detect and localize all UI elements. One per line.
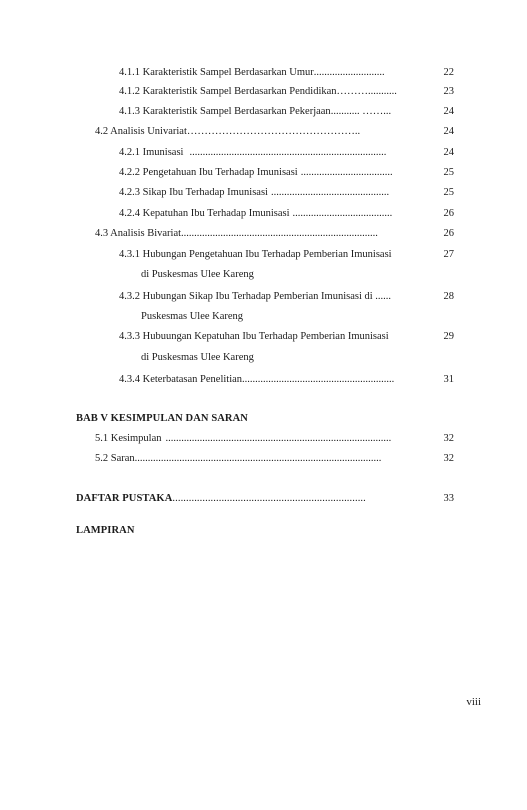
toc-entry-label: 4.3.1 Hubungan Pengetahuan Ibu Terhadap Pemberian Imunisasi bbox=[119, 249, 392, 260]
toc-entry-4-3-3 bbox=[119, 330, 389, 344]
toc-leader-dots: ........................... bbox=[313, 67, 385, 78]
toc-page-number: 29 bbox=[443, 331, 454, 342]
toc-entry-4-2-1 bbox=[119, 146, 419, 160]
toc-leader-dots: ...................................................................................... bbox=[165, 433, 392, 444]
toc-chapter-label: BAB V KESIMPULAN DAN SARAN bbox=[76, 413, 248, 424]
toc-page-number: 22 bbox=[443, 67, 454, 78]
toc-entry-5-1 bbox=[95, 432, 419, 446]
toc-entry-label: 4.3.2 Hubungan Sikap Ibu Terhadap Pemberian Imunisasi di ...... bbox=[119, 291, 392, 302]
toc-entry-4-2-4 bbox=[119, 207, 419, 221]
toc-leader-dots: ...................................... bbox=[292, 208, 393, 219]
toc-entry-label: 5.2 Saran bbox=[95, 453, 135, 464]
toc-chapter-heading bbox=[76, 412, 248, 426]
toc-entry-continuation bbox=[141, 351, 254, 365]
toc-page-number: 26 bbox=[443, 208, 454, 219]
toc-leader-dots: ....................................................................... bbox=[172, 493, 366, 504]
toc-page-number: 24 bbox=[443, 106, 454, 117]
toc-entry-label: 4.1.2 Karakteristik Sampel Berdasarkan Pendidikan bbox=[119, 86, 337, 97]
toc-leader-dots: ........................................................................... bbox=[189, 147, 387, 158]
toc-entry-4-2 bbox=[95, 125, 419, 139]
toc-entry-label: 4.2 Analisis Univariat bbox=[95, 126, 187, 137]
toc-page-number: 23 bbox=[443, 86, 454, 97]
toc-chapter-label: LAMPIRAN bbox=[76, 525, 135, 536]
toc-entry-4-3 bbox=[95, 227, 419, 241]
toc-entry-4-3-4 bbox=[119, 373, 419, 387]
toc-entry-5-2 bbox=[95, 452, 419, 466]
toc-leader-dots: ........... ……... bbox=[330, 106, 392, 117]
toc-entry-label: di Puskesmas Ulee Kareng bbox=[141, 352, 254, 363]
toc-entry-label: 4.2.1 Imunisasi bbox=[119, 147, 184, 158]
toc-entry-label: 4.2.3 Sikap Ibu Terhadap Imunisasi bbox=[119, 187, 268, 198]
toc-leader-dots: ………………………………………….. bbox=[186, 126, 361, 137]
toc-entry-label: 4.3.4 Keterbatasan Penelitian bbox=[119, 374, 243, 385]
page-number-roman: viii bbox=[466, 696, 481, 708]
toc-entry-4-2-2 bbox=[119, 166, 419, 180]
toc-leader-dots: .......................................................... bbox=[242, 374, 395, 385]
toc-entry-label: 4.2.2 Pengetahuan Ibu Terhadap Imunisasi bbox=[119, 167, 298, 178]
toc-page-number: 24 bbox=[443, 126, 454, 137]
toc-page-number: 28 bbox=[443, 291, 454, 302]
toc-page-number: 32 bbox=[443, 433, 454, 444]
toc-page-number: 25 bbox=[443, 187, 454, 198]
toc-bibliography-entry bbox=[76, 492, 419, 506]
toc-entry-4-3-1 bbox=[119, 248, 392, 262]
toc-leader-dots: ………........... bbox=[336, 86, 397, 97]
toc-page-number: 26 bbox=[443, 228, 454, 239]
toc-leader-dots: ................................... bbox=[300, 167, 393, 178]
toc-leader-dots: ........................................................................... bbox=[181, 228, 378, 239]
toc-page-number: 27 bbox=[443, 249, 454, 260]
toc-appendix-heading bbox=[76, 524, 135, 538]
toc-entry-label: 4.1.1 Karakteristik Sampel Berdasarkan Umur bbox=[119, 67, 314, 78]
toc-entry-label: 5.1 Kesimpulan bbox=[95, 433, 162, 444]
toc-entry-continuation bbox=[141, 268, 254, 282]
toc-leader-dots: ............................................. bbox=[270, 187, 390, 198]
toc-entry-continuation bbox=[141, 310, 243, 324]
toc-page-number: 24 bbox=[443, 147, 454, 158]
toc-entry-label: 4.3 Analisis Bivariat bbox=[95, 228, 182, 239]
toc-entry-4-1-2 bbox=[119, 85, 419, 99]
toc-entry-4-3-2 bbox=[119, 290, 391, 304]
toc-entry-label: 4.2.4 Kepatuhan Ibu Terhadap Imunisasi bbox=[119, 208, 290, 219]
toc-entry-4-1-3 bbox=[119, 105, 419, 119]
toc-page-number: 32 bbox=[443, 453, 454, 464]
toc-entry-label: di Puskesmas Ulee Kareng bbox=[141, 269, 254, 280]
toc-entry-4-1-1 bbox=[119, 66, 419, 80]
toc-entry-label: 4.1.3 Karakteristik Sampel Berdasarkan Pekerjaan bbox=[119, 106, 331, 117]
toc-leader-dots: .............................................................................................. bbox=[134, 453, 382, 464]
toc-entry-4-2-3 bbox=[119, 186, 419, 200]
toc-entry-label: 4.3.3 Hubuungan Kepatuhan Ibu Terhadap Pemberian Imunisasi bbox=[119, 331, 389, 342]
toc-page-number: 31 bbox=[443, 374, 454, 385]
toc-entry-label: Puskesmas Ulee Kareng bbox=[141, 311, 244, 322]
toc-page-number: 25 bbox=[443, 167, 454, 178]
toc-page-number: 33 bbox=[443, 493, 454, 504]
toc-chapter-label: DAFTAR PUSTAKA bbox=[76, 493, 173, 504]
